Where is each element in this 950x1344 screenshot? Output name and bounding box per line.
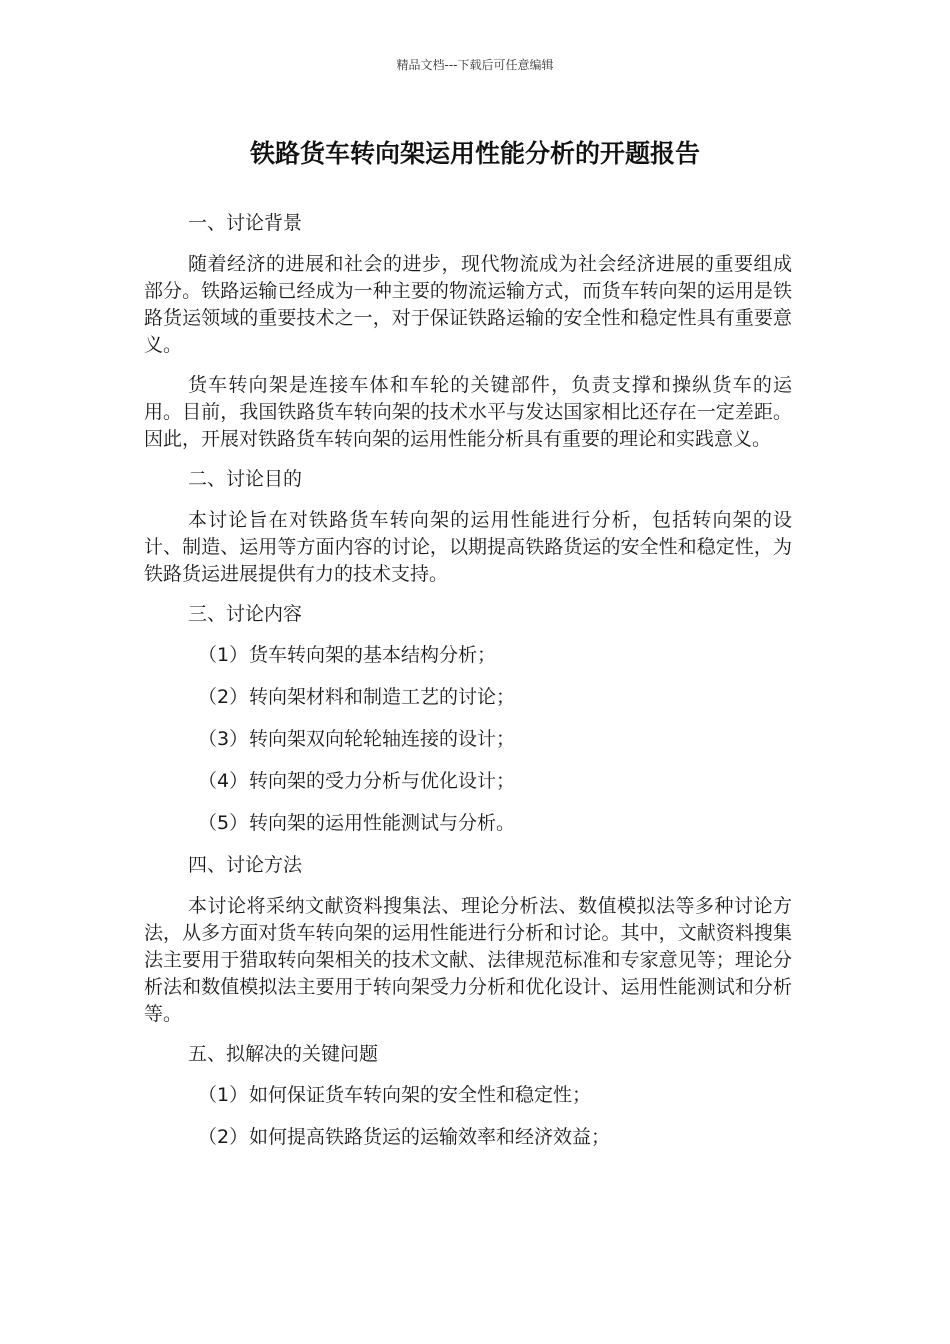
- list-item-text: 货车转向架的基本结构分析；: [249, 644, 497, 666]
- paragraph: 随着经济的进展和社会的进步，现代物流成为社会经济进展的重要组成部分。铁路运输已经成为一种主要的物流运输方式，而货车转向架的运用是铁路货运领域的重要技术之一，对于保证铁路运输的安全性和稳定性具有重要意义。: [144, 253, 792, 356]
- section-heading-background: 一、讨论背景: [188, 212, 303, 234]
- section-heading-key-issues: 五、拟解决的关键问题: [188, 1043, 379, 1065]
- page-header: 精品文档---下载后可任意编辑: [396, 58, 554, 72]
- list-item: [144, 810, 792, 837]
- list-item: [144, 768, 792, 795]
- list-item: [144, 726, 792, 753]
- list-item-text: 转向架双向轮轮轴连接的设计；: [249, 728, 516, 750]
- list-item-number: （1）: [198, 644, 249, 666]
- document-title: 铁路货车转向架运用性能分析的开题报告: [249, 139, 700, 168]
- list-item-number: （5）: [198, 812, 249, 834]
- paragraph: 货车转向架是连接车体和车轮的关键部件，负责支撑和操纵货车的运用。目前，我国铁路货车转向架的技术水平与发达国家相比还存在一定差距。因此，开展对铁路货车转向架的运用性能分析具有重要的理论和实践意义。: [144, 374, 792, 450]
- list-item-number: （2）: [198, 686, 249, 708]
- list-item: [144, 1082, 792, 1109]
- section-heading-content: 三、讨论内容: [188, 603, 303, 625]
- list-item-text: 转向架材料和制造工艺的讨论；: [249, 686, 516, 708]
- section-heading-method: 四、讨论方法: [188, 854, 303, 876]
- list-item-text: 转向架的受力分析与优化设计；: [249, 770, 516, 792]
- section-heading-purpose: 二、讨论目的: [188, 468, 303, 490]
- list-item-number: （2）: [198, 1126, 249, 1148]
- paragraph: 本讨论将采纳文献资料搜集法、理论分析法、数值模拟法等多种讨论方法，从多方面对货车转向架的运用性能进行分析和讨论。其中，文献资料搜集法主要用于猎取转向架相关的技术文献、法律规范标准和专家意见等；理论分析法和数值模拟法主要用于转向架受力分析和优化设计、运用性能测试和分析等。: [144, 895, 792, 1025]
- list-item: [144, 684, 792, 711]
- list-item-text: 如何保证货车转向架的安全性和稳定性；: [249, 1084, 592, 1106]
- list-item-text: 如何提高铁路货运的运输效率和经济效益；: [249, 1126, 611, 1148]
- list-item-text: 转向架的运用性能测试与分析。: [249, 812, 516, 834]
- list-item-number: （4）: [198, 770, 249, 792]
- list-item: [144, 642, 792, 669]
- list-item: [144, 1124, 792, 1151]
- list-item-number: （1）: [198, 1084, 249, 1106]
- list-item-number: （3）: [198, 728, 249, 750]
- document-body: [144, 210, 792, 1166]
- paragraph: 本讨论旨在对铁路货车转向架的运用性能进行分析，包括转向架的设计、制造、运用等方面内容的讨论，以期提高铁路货运的安全性和稳定性，为铁路货运进展提供有力的技术支持。: [144, 509, 792, 585]
